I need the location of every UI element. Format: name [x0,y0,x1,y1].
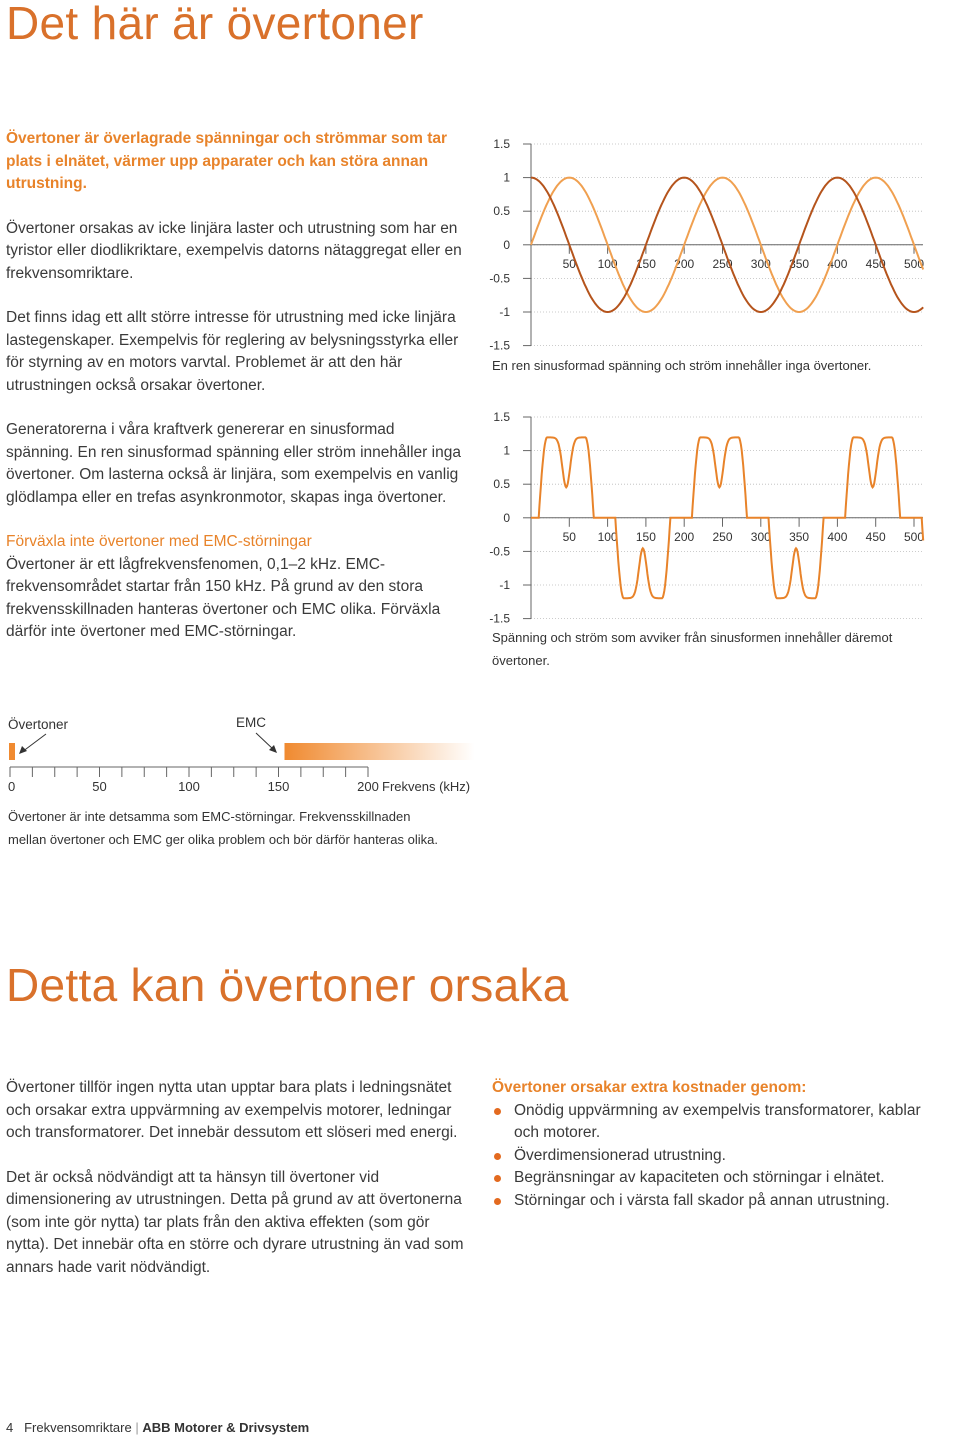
y-tick-label: -1.5 [489,611,510,626]
arrow-head-icon [19,746,27,754]
y-tick-label: 1 [503,443,510,458]
x-tick-label: 200 [674,529,695,544]
chart2-caption-line1: Spänning och ström som avviker från sinusformen innehåller däremot [492,630,893,645]
footer-doc: Frekvensomriktare [24,1420,132,1435]
list-heading: Övertoner orsakar extra kostnader genom: [492,1079,807,1096]
x-tick-label: 100 [597,256,618,271]
x-tick-label: 100 [597,529,618,544]
paragraph-1: Övertoner orsakas av icke linjära laster och utrustning som har en tyristor eller diodlikriktare, exempelvis datorns nätaggregat eller en frekvensomriktare. [6,219,462,282]
y-tick-label: 0.5 [493,477,510,492]
y-tick-label: -1.5 [489,338,510,353]
scale-caption-line1: Övertoner är inte detsamma som EMC-störningar. Frekvensskillnaden [8,809,411,824]
section2-paragraph-1: Övertoner tillför ingen nytta utan upptar bara plats i ledningsnätet och orsakar extra uppvärmning av exempelvis motorer, ledningar och transformatorer. Det innebär dessutom ett slöseri med energi. [6,1079,458,1141]
x-tick-label: 400 [827,529,848,544]
list-item: Överdimensionerad utrustning. [492,1145,932,1168]
x-tick-label: 300 [750,256,771,271]
bullet-icon [494,1153,501,1160]
cost-list [492,1100,932,1213]
x-tick-label: 150 [635,529,656,544]
x-tick-label: 50 [562,529,576,544]
x-tick-label: 300 [750,529,771,544]
x-tick-label: 200 [674,256,695,271]
bullet-icon [494,1108,501,1115]
scale-caption-line2: mellan övertoner och EMC ger olika problem och bör därför hanteras olika. [8,832,438,847]
x-tick-label: 450 [865,529,886,544]
list-item: Onödig uppvärmning av exempelvis transformatorer, kablar och motorer. [492,1100,932,1145]
intro-text: Övertoner är överlagrade spänningar och strömmar som tar plats i elnätet, värmer upp apparater och kan störa annan utrustning. [6,130,448,192]
x-tick-label: 150 [635,256,656,271]
y-tick-label: 0 [503,237,510,252]
footer [6,1420,309,1435]
chart2-caption-line2: övertoner. [492,653,550,668]
y-tick-label: 1.5 [493,410,510,424]
footer-brand: ABB Motorer & Drivsystem [142,1420,310,1435]
page-number: 4 [6,1420,14,1435]
scale-tick-label: 0 [8,779,16,794]
section2-title: Detta kan övertoner orsaka [6,959,569,1011]
x-tick-label: 250 [712,256,733,271]
y-tick-label: 0.5 [493,204,510,219]
y-tick-label: 0 [503,510,510,525]
paragraph-4: Övertoner är ett lågfrekvensfenomen, 0,1–2 kHz. EMC-frekvensområdet startar från 150 kHz. På grund av den stora frekvensskillnaden hanteras övertoner och EMC olika. Förväxla därför inte övertoner med EMC-störningar. [6,555,441,640]
section2-paragraph-2: Det är också nödvändigt att ta hänsyn till övertoner vid dimensionering av utrustningen. Detta på grund av att övertonerna (som inte gör nytta) tar plats från den aktiva effekten (som gör nytta). Det innebär ofta en större och dyrare utrustning än vad som annars hade varit nödvändigt. [6,1168,464,1276]
page-title: Det här är övertoner [6,0,424,49]
paragraph-3: Generatorerna i våra kraftverk genererar en sinusformad spänning. En ren sinusformad spänning eller ström innehåller inga övertoner. Om lasterna också är linjära, som exempelvis en vanlig glödlampa eller en trefas asynkronmotor, skapas inga övertoner. [6,421,461,506]
x-tick-label: 350 [789,529,810,544]
scale-xlabel: Frekvens (kHz) [382,779,471,794]
x-tick-label: 400 [827,256,848,271]
overtoner-bar [9,743,15,760]
footer-divider: | [135,1420,139,1435]
chart1-caption: En ren sinusformad spänning och ström innehåller inga övertoner. [492,358,872,373]
y-tick-label: -0.5 [489,271,510,286]
y-tick-label: 1.5 [493,137,510,151]
y-tick-label: -0.5 [489,544,510,559]
range-label-emc: EMC [236,715,266,730]
list-item: Begränsningar av kapaciteten och störningar i elnätet. [492,1167,932,1190]
emc-bar [285,743,475,760]
arrow-line [22,734,46,752]
subheading: Förväxla inte övertoner med EMC-störningar [6,533,312,550]
y-tick-label: -1 [499,578,510,592]
frequency-scale [0,705,500,805]
x-tick-label: 250 [712,529,733,544]
x-tick-label: 350 [789,256,810,271]
x-tick-label: 500 [903,256,925,271]
x-tick-label: 450 [865,256,886,271]
distorted-chart [488,403,948,633]
sine-chart-pure [488,130,948,360]
y-tick-label: -1 [499,305,510,319]
scale-tick-label: 150 [267,779,290,794]
scale-tick-label: 200 [357,779,379,794]
y-tick-label: 1 [503,170,510,185]
range-label-overtoner: Övertoner [8,717,69,732]
scale-tick-label: 50 [92,779,107,794]
bullet-icon [494,1198,501,1205]
list-item: Störningar och i värsta fall skador på annan utrustning. [492,1190,932,1213]
arrow-line [256,733,274,750]
paragraph-2: Det finns idag ett allt större intresse för utrustning med icke linjära lastegenskaper. Exempelvis för reglering av belysningsstyrka eller för styrning av en motors varvtal. Problemet är att den här utrustningen också orsakar övertoner. [6,309,459,394]
x-tick-label: 500 [903,529,925,544]
scale-tick-label: 100 [178,779,200,794]
x-tick-label: 50 [562,256,576,271]
bullet-icon [494,1175,501,1182]
